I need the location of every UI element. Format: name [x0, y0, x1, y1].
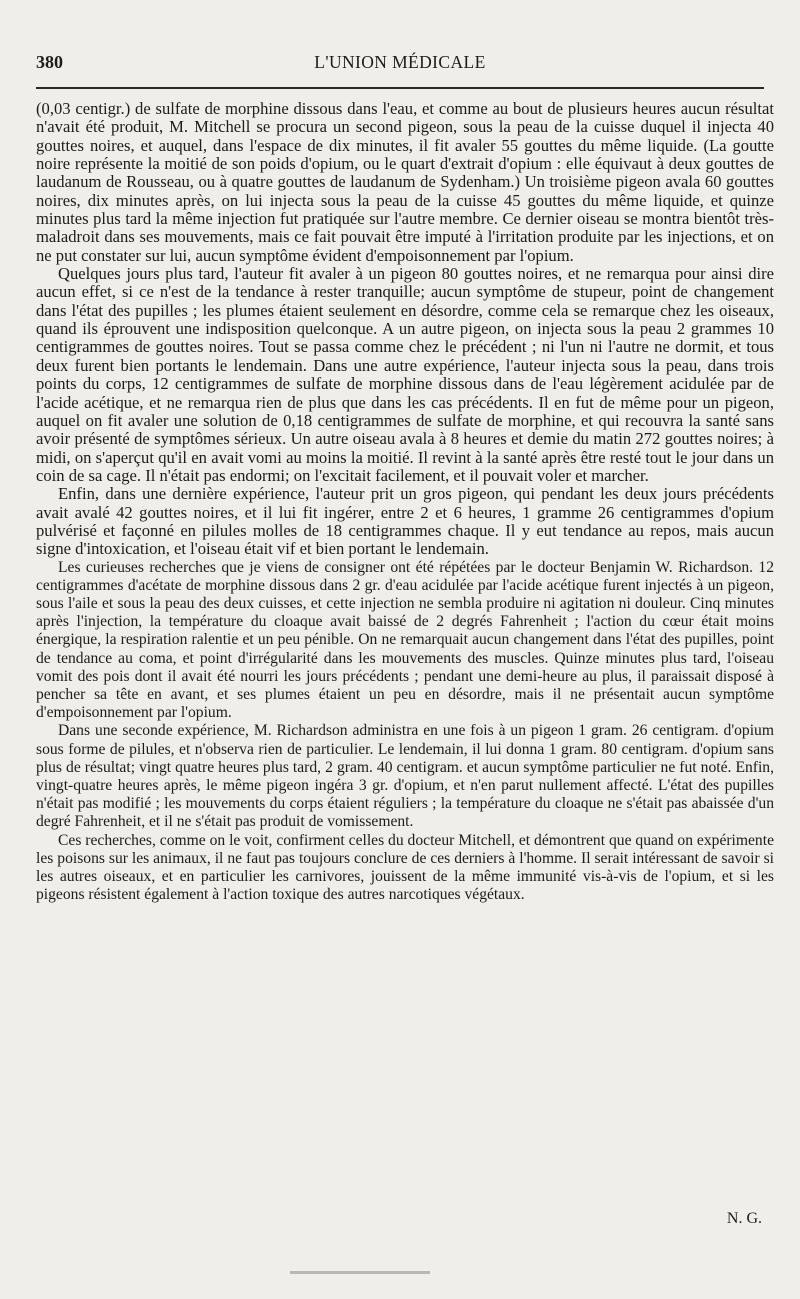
- bleed-through-mark: [290, 1268, 430, 1278]
- author-signature: N. G.: [726, 1210, 762, 1227]
- paragraph-6: Ces recherches, comme on le voit, confirment celles du docteur Mitchell, et démontrent que quand on expérimente les poisons sur les animaux, il ne faut pas toujours conclure de ces derniers à l'homme. Il serait intéressant de savoir si les autres oiseaux, et en particulier les carnivores, jouissent de la même immunité vis-à-vis de l'opium, et si les pigeons résistent également à l'action toxique des autres narcotiques végétaux.: [36, 831, 774, 904]
- paragraph-2: Quelques jours plus tard, l'auteur fit avaler à un pigeon 80 gouttes noires, et ne remarqua pour ainsi dire aucun effet, si ce n'est de la tendance à rester tranquille; aucun symptôme de stupeur, point de changement dans l'état des pupilles ; les plumes étaient seulement en désordre, comme cela se remarque chez les oiseaux, quand ils éprouvent une indisposition quelconque. A un autre pigeon, on injecta sous la peau 2 grammes 10 centigrammes de gouttes noires. Tout se passa comme chez le précédent ; ni l'un ni l'autre ne dormit, et tous deux furent bien portants le lendemain. Dans une autre expérience, l'auteur injecta sous la peau, dans trois points du corps, 12 centigrammes de sulfate de morphine dissous dans de l'eau légèrement acidulée par de l'acide acétique, et ne remarqua rien de plus que dans les cas précédents. Il en fut de même pour un pigeon, auquel on fit avaler une solution de 0,18 centigrammes de sulfate de morphine, et qui recouvra la santé sans avoir présenté de symptômes sérieux. Un autre oiseau avala à 8 heures et demie du matin 272 gouttes noires; à midi, on s'aperçut qu'il en avait vomi au moins la moitié. Il revint à la santé après être resté tout le jour dans un coin de sa cage. Il n'était pas endormi; on l'excitait facilement, et il pouvait voler et marcher.: [36, 264, 774, 485]
- paragraph-3: Enfin, dans une dernière expérience, l'auteur prit un gros pigeon, qui pendant les deux jours précédents avait avalé 42 gouttes noires, et il lui fit ingérer, entre 2 et 6 heures, 1 gramme 26 centigrammes d'opium pulvérisé et façonné en pilules molles de 18 centigrammes chaque. Il y eut tendance au repos, mais aucun signe d'intoxication, et l'oiseau était vif et bien portant le lendemain.: [36, 484, 774, 559]
- page-number: 380: [36, 52, 63, 72]
- running-head: [36, 52, 764, 76]
- header-rule: [36, 87, 764, 89]
- paragraph-4: Les curieuses recherches que je viens de consigner ont été répétées par le docteur Benjamin W. Richardson. 12 centigrammes d'acétate de morphine dissous dans 2 gr. d'eau acidulée par l'acide acétique furent injectés à un pigeon, sous l'aile et sous la peau des deux cuisses, et cette injection ne sembla produire ni agitation ni douleur. Cinq minutes après l'injection, la température du cloaque avait baissé de 2 degrés Fahrenheit ; l'action du cœur était moins énergique, la respiration ralentie et un peu pénible. On ne remarquait aucun changement dans l'état des pupilles, point de tendance au coma, et point d'irrégularité dans les mouvements des muscles. Quinze minutes plus tard, l'oiseau vomit des pois dont il avait été nourri les jours précédents ; pendant une demi-heure au plus, il paraissait disposé à pencher sa tête en avant, et ses plumes étaient un peu en désordre, mais il ne présentait aucun symptôme d'empoisonnement par l'opium.: [36, 558, 774, 722]
- paragraph-1: (0,03 centigr.) de sulfate de morphine dissous dans l'eau, et comme au bout de plusieurs heures aucun résultat n'avait été produit, M. Mitchell se procura un second pigeon, sous la peau de la cuisse duquel il injecta 40 gouttes noires, et auquel, dans l'espace de dix minutes, il fit avaler 55 gouttes du même liquide. (La goutte noire représente la moitié de son poids d'opium, ou le quart d'extrait d'opium : elle équivaut à deux gouttes de laudanum de Rousseau, ou à quatre gouttes de laudanum de Sydenham.) Un troisième pigeon avala 60 gouttes noires, dix minutes après, on lui injecta sous la peau de la cuisse 45 gouttes du même liquide, et quinze minutes plus tard la même injection fut pratiquée sur l'autre membre. Ce dernier oiseau se montra bientôt très-maladroit dans ses mouvements, mais ce fait pouvait être imputé à l'irritation produite par les injections, et on ne put constater sur lui, aucun symptôme évident d'empoisonnement par l'opium.: [36, 99, 774, 265]
- journal-title: L'UNION MÉDICALE: [314, 52, 486, 72]
- article-body: [36, 100, 774, 904]
- paragraph-5: Dans une seconde expérience, M. Richardson administra en une fois à un pigeon 1 gram. 26 centigram. d'opium sous forme de pilules, et n'observa rien de particulier. Le lendemain, il lui donna 1 gram. 80 centigram. d'opium sans plus de résultat; vingt quatre heures plus tard, 2 gram. 40 centigram. et aucun symptôme particulier ne fut noté. Enfin, vingt-quatre heures après, le même pigeon ingéra 3 gr. d'opium, et n'en parut nullement affecté. L'état des pupilles n'était pas modifié ; les mouvements du corps étaient réguliers ; la température du cloaque ne s'était pas abaissée d'un degré Fahrenheit, et il ne s'était pas produit de vomissement.: [36, 722, 774, 831]
